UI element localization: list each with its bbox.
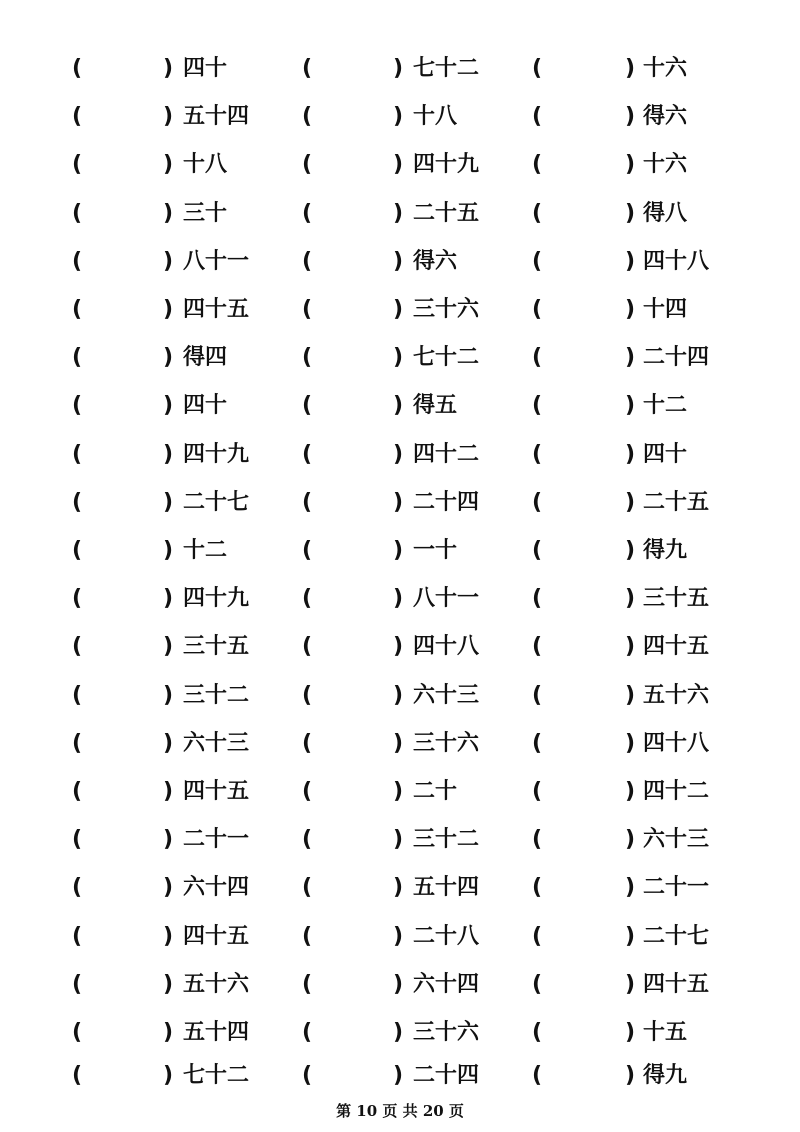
open-paren: ( bbox=[532, 634, 543, 660]
answer-text: 四十 bbox=[183, 56, 228, 81]
exercise-row bbox=[0, 917, 800, 957]
answer-text: 二十七 bbox=[183, 489, 250, 515]
exercise-row bbox=[0, 676, 800, 716]
open-paren: ( bbox=[532, 730, 543, 756]
open-paren: ( bbox=[72, 971, 83, 997]
close-paren: ) bbox=[625, 56, 636, 81]
answer-text: 七十二 bbox=[413, 345, 480, 371]
close-paren: ) bbox=[625, 634, 636, 660]
open-paren: ( bbox=[302, 538, 313, 563]
open-paren: ( bbox=[532, 1020, 543, 1045]
close-paren: ) bbox=[625, 779, 636, 804]
close-paren: ) bbox=[625, 538, 636, 563]
answer-text: 得五 bbox=[413, 393, 458, 419]
answer-text: 三十五 bbox=[183, 634, 250, 660]
open-paren: ( bbox=[72, 345, 83, 371]
close-paren: ) bbox=[393, 779, 404, 804]
exercise-row bbox=[0, 290, 800, 330]
open-paren: ( bbox=[72, 1020, 83, 1045]
close-paren: ) bbox=[625, 971, 636, 997]
open-paren: ( bbox=[532, 489, 543, 515]
close-paren: ) bbox=[393, 1020, 404, 1045]
close-paren: ) bbox=[393, 345, 404, 371]
open-paren: ( bbox=[72, 682, 83, 708]
answer-text: 四十九 bbox=[183, 441, 250, 467]
answer-text: 六十四 bbox=[183, 875, 250, 901]
close-paren: ) bbox=[625, 730, 636, 756]
open-paren: ( bbox=[72, 56, 83, 81]
open-paren: ( bbox=[72, 248, 83, 274]
exercise-row bbox=[0, 242, 800, 282]
open-paren: ( bbox=[72, 923, 83, 949]
answer-text: 四十五 bbox=[643, 634, 710, 660]
open-paren: ( bbox=[302, 152, 313, 178]
close-paren: ) bbox=[163, 393, 174, 419]
close-paren: ) bbox=[163, 923, 174, 949]
exercise-row bbox=[0, 145, 800, 185]
answer-text: 四十八 bbox=[643, 248, 710, 274]
answer-text: 二十四 bbox=[413, 1063, 480, 1088]
open-paren: ( bbox=[72, 538, 83, 563]
close-paren: ) bbox=[163, 538, 174, 563]
open-paren: ( bbox=[302, 1063, 313, 1088]
exercise-row bbox=[0, 627, 800, 667]
open-paren: ( bbox=[72, 875, 83, 901]
open-paren: ( bbox=[532, 586, 543, 612]
close-paren: ) bbox=[625, 200, 636, 226]
open-paren: ( bbox=[532, 104, 543, 130]
close-paren: ) bbox=[393, 538, 404, 563]
close-paren: ) bbox=[393, 393, 404, 419]
open-paren: ( bbox=[302, 104, 313, 130]
answer-text: 四十二 bbox=[413, 441, 480, 467]
answer-text: 得六 bbox=[643, 104, 688, 130]
open-paren: ( bbox=[72, 634, 83, 660]
close-paren: ) bbox=[625, 104, 636, 130]
answer-text: 三十二 bbox=[183, 682, 250, 708]
answer-text: 四十五 bbox=[183, 923, 250, 949]
close-paren: ) bbox=[163, 345, 174, 371]
close-paren: ) bbox=[163, 682, 174, 708]
answer-text: 四十 bbox=[643, 441, 688, 467]
answer-text: 十八 bbox=[413, 104, 458, 130]
answer-text: 三十 bbox=[183, 200, 228, 226]
open-paren: ( bbox=[72, 489, 83, 515]
close-paren: ) bbox=[163, 971, 174, 997]
answer-text: 八十一 bbox=[183, 248, 250, 274]
answer-text: 六十三 bbox=[183, 730, 250, 756]
answer-text: 四十二 bbox=[643, 779, 710, 804]
open-paren: ( bbox=[532, 297, 543, 322]
answer-text: 三十六 bbox=[413, 730, 480, 756]
open-paren: ( bbox=[532, 345, 543, 371]
close-paren: ) bbox=[163, 297, 174, 322]
open-paren: ( bbox=[532, 923, 543, 949]
close-paren: ) bbox=[625, 152, 636, 178]
exercise-row bbox=[0, 338, 800, 378]
answer-text: 五十四 bbox=[413, 875, 480, 901]
close-paren: ) bbox=[393, 634, 404, 660]
exercise-row bbox=[0, 194, 800, 234]
answer-text: 三十六 bbox=[413, 297, 480, 322]
answer-text: 二十一 bbox=[183, 827, 250, 853]
close-paren: ) bbox=[625, 248, 636, 274]
close-paren: ) bbox=[163, 104, 174, 130]
answer-text: 四十九 bbox=[413, 152, 480, 178]
close-paren: ) bbox=[625, 1020, 636, 1045]
answer-text: 二十 bbox=[413, 779, 458, 804]
open-paren: ( bbox=[72, 730, 83, 756]
answer-text: 四十 bbox=[183, 393, 228, 419]
close-paren: ) bbox=[393, 441, 404, 467]
answer-text: 二十四 bbox=[413, 489, 480, 515]
close-paren: ) bbox=[393, 1063, 404, 1088]
answer-text: 七十二 bbox=[413, 56, 480, 81]
answer-text: 二十四 bbox=[643, 345, 710, 371]
open-paren: ( bbox=[302, 971, 313, 997]
close-paren: ) bbox=[625, 393, 636, 419]
close-paren: ) bbox=[163, 489, 174, 515]
open-paren: ( bbox=[532, 200, 543, 226]
answer-text: 八十一 bbox=[413, 586, 480, 612]
open-paren: ( bbox=[302, 200, 313, 226]
exercise-row bbox=[0, 1056, 800, 1096]
open-paren: ( bbox=[532, 152, 543, 178]
answer-text: 二十五 bbox=[413, 200, 480, 226]
close-paren: ) bbox=[393, 827, 404, 853]
close-paren: ) bbox=[163, 200, 174, 226]
close-paren: ) bbox=[393, 730, 404, 756]
close-paren: ) bbox=[625, 297, 636, 322]
answer-text: 六十四 bbox=[413, 971, 480, 997]
exercise-row bbox=[0, 435, 800, 475]
answer-text: 六十三 bbox=[413, 682, 480, 708]
open-paren: ( bbox=[72, 297, 83, 322]
exercise-row bbox=[0, 386, 800, 426]
answer-text: 四十五 bbox=[183, 297, 250, 322]
exercise-row bbox=[0, 97, 800, 137]
close-paren: ) bbox=[625, 345, 636, 371]
close-paren: ) bbox=[393, 489, 404, 515]
answer-text: 十五 bbox=[643, 1020, 688, 1045]
answer-text: 五十四 bbox=[183, 1020, 250, 1045]
close-paren: ) bbox=[625, 923, 636, 949]
answer-text: 四十五 bbox=[183, 779, 250, 804]
answer-text: 一十 bbox=[413, 538, 458, 563]
open-paren: ( bbox=[302, 875, 313, 901]
close-paren: ) bbox=[163, 1020, 174, 1045]
close-paren: ) bbox=[163, 730, 174, 756]
answer-text: 得九 bbox=[643, 1063, 688, 1088]
open-paren: ( bbox=[72, 827, 83, 853]
close-paren: ) bbox=[163, 248, 174, 274]
close-paren: ) bbox=[625, 1063, 636, 1088]
answer-text: 十八 bbox=[183, 152, 228, 178]
answer-text: 十二 bbox=[183, 538, 228, 563]
close-paren: ) bbox=[625, 586, 636, 612]
answer-text: 得六 bbox=[413, 248, 458, 274]
close-paren: ) bbox=[163, 586, 174, 612]
close-paren: ) bbox=[393, 200, 404, 226]
close-paren: ) bbox=[625, 875, 636, 901]
open-paren: ( bbox=[302, 586, 313, 612]
close-paren: ) bbox=[393, 104, 404, 130]
page-footer: 第 10 页 共 20 页 bbox=[336, 1102, 464, 1120]
close-paren: ) bbox=[163, 827, 174, 853]
open-paren: ( bbox=[302, 682, 313, 708]
close-paren: ) bbox=[625, 827, 636, 853]
answer-text: 二十八 bbox=[413, 923, 480, 949]
open-paren: ( bbox=[302, 827, 313, 853]
open-paren: ( bbox=[302, 393, 313, 419]
exercise-row bbox=[0, 965, 800, 1005]
open-paren: ( bbox=[72, 779, 83, 804]
close-paren: ) bbox=[163, 779, 174, 804]
open-paren: ( bbox=[532, 827, 543, 853]
answer-text: 七十二 bbox=[183, 1063, 250, 1088]
open-paren: ( bbox=[532, 56, 543, 81]
answer-text: 二十一 bbox=[643, 875, 710, 901]
open-paren: ( bbox=[532, 1063, 543, 1088]
answer-text: 五十四 bbox=[183, 104, 250, 130]
open-paren: ( bbox=[532, 875, 543, 901]
open-paren: ( bbox=[72, 393, 83, 419]
exercise-row bbox=[0, 483, 800, 523]
open-paren: ( bbox=[302, 730, 313, 756]
open-paren: ( bbox=[72, 152, 83, 178]
answer-text: 得九 bbox=[643, 538, 688, 563]
answer-text: 四十九 bbox=[183, 586, 250, 612]
exercise-row bbox=[0, 531, 800, 571]
open-paren: ( bbox=[302, 297, 313, 322]
close-paren: ) bbox=[625, 682, 636, 708]
answer-text: 十二 bbox=[643, 393, 688, 419]
close-paren: ) bbox=[393, 297, 404, 322]
close-paren: ) bbox=[625, 441, 636, 467]
open-paren: ( bbox=[72, 441, 83, 467]
open-paren: ( bbox=[302, 489, 313, 515]
open-paren: ( bbox=[72, 586, 83, 612]
open-paren: ( bbox=[302, 56, 313, 81]
close-paren: ) bbox=[393, 682, 404, 708]
answer-text: 十四 bbox=[643, 297, 688, 322]
open-paren: ( bbox=[302, 779, 313, 804]
answer-text: 十六 bbox=[643, 56, 688, 81]
answer-text: 得八 bbox=[643, 200, 688, 226]
exercise-row bbox=[0, 820, 800, 860]
exercise-row bbox=[0, 49, 800, 89]
open-paren: ( bbox=[532, 441, 543, 467]
close-paren: ) bbox=[625, 489, 636, 515]
close-paren: ) bbox=[393, 586, 404, 612]
exercise-row bbox=[0, 868, 800, 908]
exercise-row bbox=[0, 724, 800, 764]
answer-text: 二十五 bbox=[643, 489, 710, 515]
open-paren: ( bbox=[532, 538, 543, 563]
close-paren: ) bbox=[393, 923, 404, 949]
answer-text: 六十三 bbox=[643, 827, 710, 853]
open-paren: ( bbox=[302, 248, 313, 274]
close-paren: ) bbox=[163, 56, 174, 81]
answer-text: 五十六 bbox=[183, 971, 250, 997]
answer-text: 二十七 bbox=[643, 923, 710, 949]
exercise-row bbox=[0, 1013, 800, 1053]
open-paren: ( bbox=[72, 200, 83, 226]
exercise-row bbox=[0, 579, 800, 619]
close-paren: ) bbox=[393, 152, 404, 178]
answer-text: 得四 bbox=[183, 345, 228, 371]
open-paren: ( bbox=[532, 682, 543, 708]
open-paren: ( bbox=[72, 1063, 83, 1088]
close-paren: ) bbox=[393, 56, 404, 81]
open-paren: ( bbox=[532, 393, 543, 419]
close-paren: ) bbox=[393, 875, 404, 901]
close-paren: ) bbox=[393, 248, 404, 274]
open-paren: ( bbox=[302, 1020, 313, 1045]
close-paren: ) bbox=[163, 152, 174, 178]
close-paren: ) bbox=[393, 971, 404, 997]
close-paren: ) bbox=[163, 1063, 174, 1088]
answer-text: 四十五 bbox=[643, 971, 710, 997]
answer-text: 十六 bbox=[643, 152, 688, 178]
close-paren: ) bbox=[163, 634, 174, 660]
open-paren: ( bbox=[532, 248, 543, 274]
open-paren: ( bbox=[532, 779, 543, 804]
answer-text: 四十八 bbox=[413, 634, 480, 660]
answer-text: 三十二 bbox=[413, 827, 480, 853]
open-paren: ( bbox=[532, 971, 543, 997]
open-paren: ( bbox=[302, 923, 313, 949]
answer-text: 三十六 bbox=[413, 1020, 480, 1045]
answer-text: 四十八 bbox=[643, 730, 710, 756]
exercise-row bbox=[0, 772, 800, 812]
answer-text: 三十五 bbox=[643, 586, 710, 612]
open-paren: ( bbox=[302, 441, 313, 467]
open-paren: ( bbox=[302, 634, 313, 660]
close-paren: ) bbox=[163, 441, 174, 467]
answer-text: 五十六 bbox=[643, 682, 710, 708]
open-paren: ( bbox=[72, 104, 83, 130]
open-paren: ( bbox=[302, 345, 313, 371]
close-paren: ) bbox=[163, 875, 174, 901]
